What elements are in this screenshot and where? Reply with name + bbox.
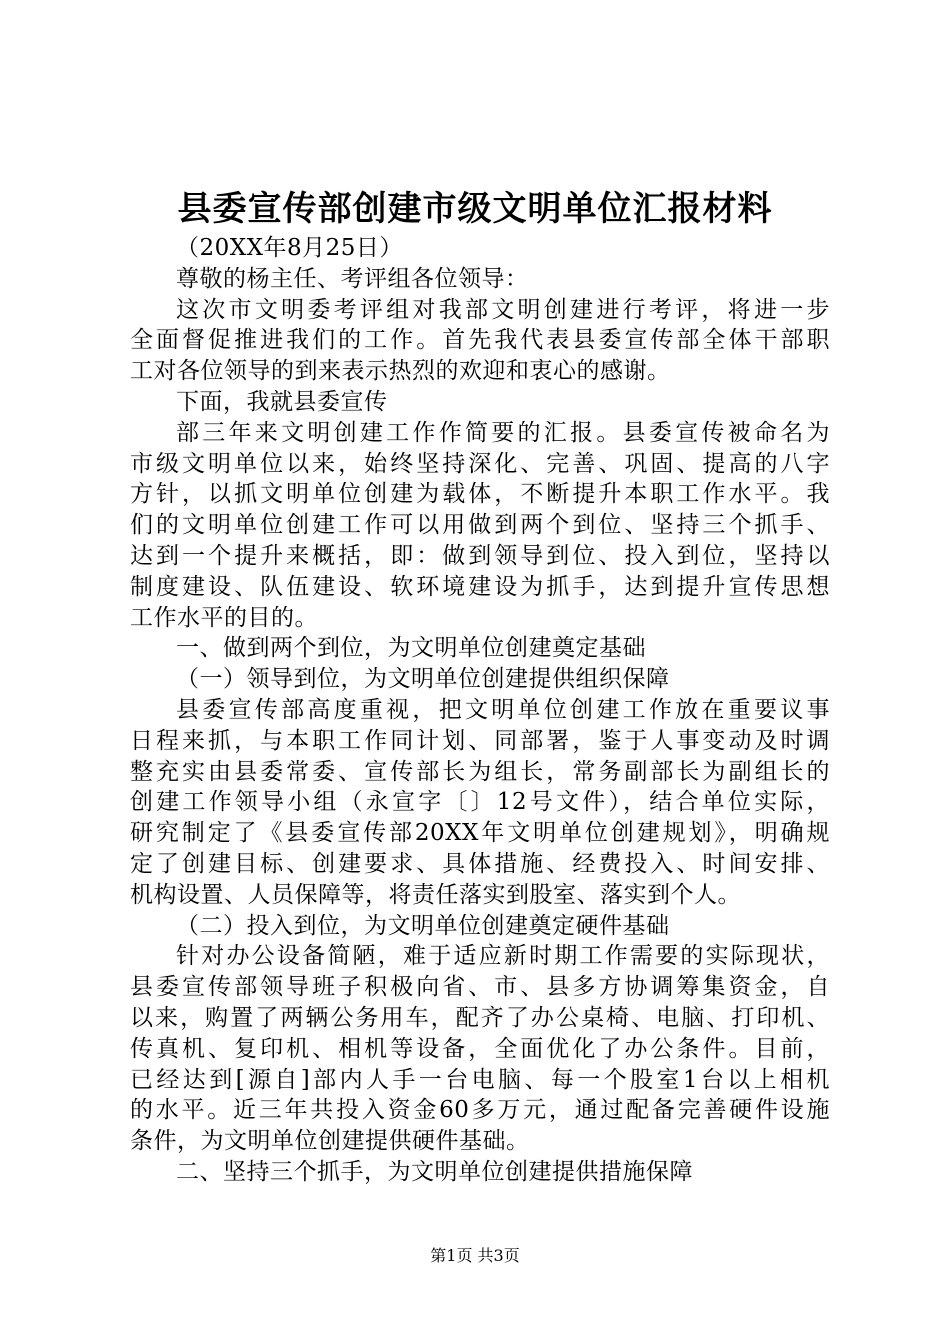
subsection-heading: （二）投入到位，为文明单位创建奠定硬件基础	[176, 912, 670, 939]
document-title: 县委宣传部创建市级文明单位汇报材料	[177, 189, 773, 229]
salutation: 尊敬的杨主任、考评组各位领导：	[176, 265, 529, 292]
section-heading: 一、做到两个到位，为文明单位创建奠定基础	[176, 635, 646, 662]
document-body	[130, 233, 830, 1188]
text-line: 下面，我就县委宣传	[176, 388, 388, 415]
page-footer: 第1页 共3页	[430, 1246, 520, 1265]
text-line: 达到一个提升来概括，即：做到领导到位、投入到位，坚持以	[130, 542, 830, 569]
text-line: 市级文明单位以来，始终坚持深化、完善、巩固、提高的八字	[130, 450, 830, 477]
text-line: 工作水平的目的。	[130, 604, 318, 631]
date-line: （20XX年8月25日）	[176, 235, 403, 261]
subsection-heading: （一）领导到位，为文明单位创建提供组织保障	[176, 666, 670, 693]
text-line: 机构设置、人员保障等，将责任落实到股室、落实到个人。	[130, 881, 741, 908]
text-line: 全面督促推进我们的工作。首先我代表县委宣传部全体干部职	[130, 327, 830, 354]
text-line: 创建工作领导小组（永宣字〔〕12号文件），结合单位实际，	[130, 789, 830, 816]
text-line: 方针，以抓文明单位创建为载体，不断提升本职工作水平。我	[130, 481, 830, 508]
text-line: 针对办公设备简陋，难于适应新时期工作需要的实际现状，	[176, 943, 830, 970]
text-line: 县委宣传部领导班子积极向省、市、县多方协调筹集资金，自	[130, 974, 830, 1001]
text-line: 已经达到[源自]部内人手一台电脑、每一个股室1台以上相机	[130, 1066, 830, 1093]
text-line: 以来，购置了两辆公务用车，配齐了办公桌椅、电脑、打印机、	[130, 1004, 830, 1031]
text-line: 部三年来文明创建工作作简要的汇报。县委宣传被命名为	[176, 419, 830, 446]
text-line: 们的文明单位创建工作可以用做到两个到位、坚持三个抓手、	[130, 512, 830, 539]
section-heading: 二、坚持三个抓手，为文明单位创建提供措施保障	[176, 1158, 693, 1185]
text-line: 县委宣传部高度重视，把文明单位创建工作放在重要议事	[176, 696, 830, 723]
text-line: 的水平。近三年共投入资金60多万元，通过配备完善硬件设施	[130, 1097, 830, 1124]
text-line: 日程来抓，与本职工作同计划、同部署，鉴于人事变动及时调	[130, 727, 830, 754]
text-line: 研究制定了《县委宣传部20XX年文明单位创建规划》，明确规	[130, 820, 830, 847]
text-line: 这次市文明委考评组对我部文明创建进行考评，将进一步	[176, 296, 830, 323]
text-line: 条件，为文明单位创建提供硬件基础。	[130, 1128, 530, 1155]
text-line: 定了创建目标、创建要求、具体措施、经费投入、时间安排、	[130, 850, 830, 877]
text-line: 传真机、复印机、相机等设备，全面优化了办公条件。目前，	[130, 1035, 830, 1062]
text-line: 整充实由县委常委、宣传部长为组长，常务副部长为副组长的	[130, 758, 830, 785]
text-line: 制度建设、队伍建设、软环境建设为抓手，达到提升宣传思想	[130, 573, 830, 600]
text-line: 工对各位领导的到来表示热烈的欢迎和衷心的感谢。	[130, 358, 671, 385]
